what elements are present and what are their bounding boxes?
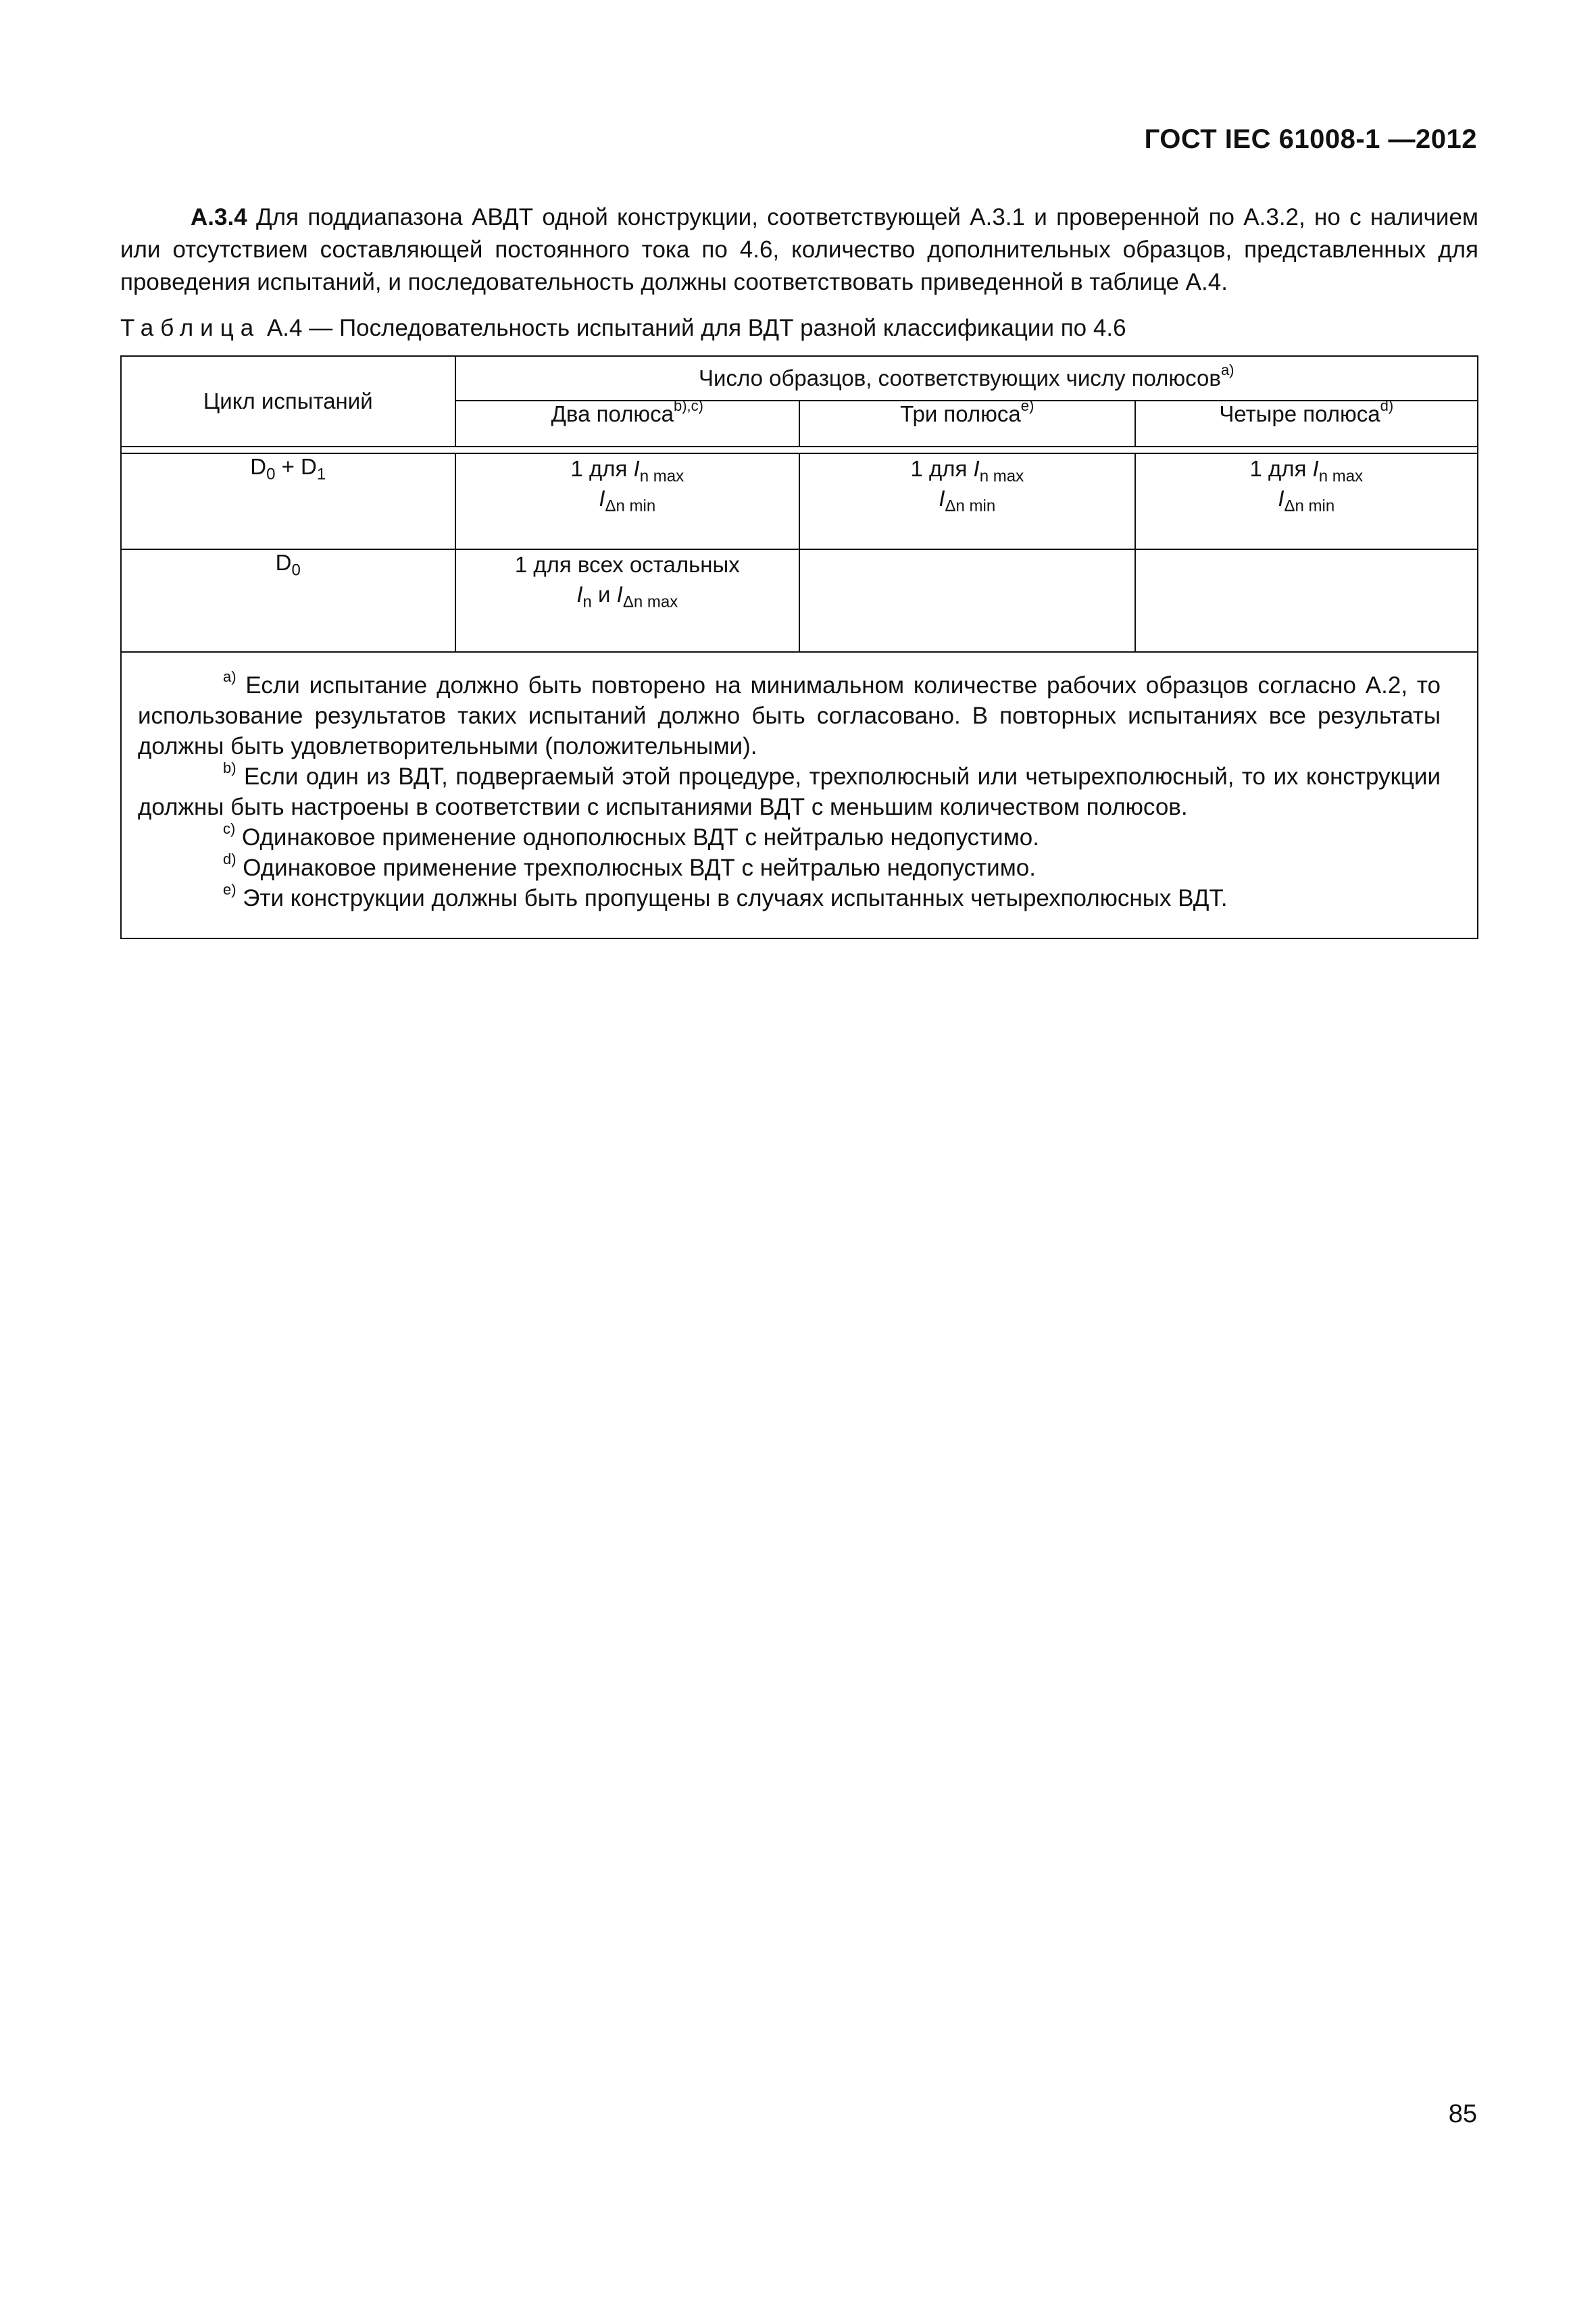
four-poles-cell: [1135, 549, 1478, 652]
cycle-cell: $D_0$: [121, 549, 455, 652]
header-four-poles: Четыре полюса$^{d)}$: [1135, 401, 1478, 447]
note-d: $^{d)}$ Одинаковое применение трехполюсных ВДТ с нейтралью недопустимо.: [223, 851, 1036, 881]
header-three-poles: Три полюса$^{e)}$: [799, 401, 1134, 447]
three-poles-cell: [799, 549, 1134, 652]
header-separator: [121, 447, 1478, 453]
cycle-cell: $D_0 + D_1$: [121, 453, 455, 549]
table-caption-text: А.4 — Последовательность испытаний для ВДТ разной классификации по 4.6: [260, 315, 1126, 341]
page-number: 85: [1448, 2100, 1477, 2128]
four-poles-cell: 1 для $I_{n max}$ $I_{\Delta n min}$: [1135, 453, 1478, 549]
two-poles-cell: 1 для всех остальных $I_n$ и $I_{\Delta n max}$: [455, 549, 800, 652]
section-paragraph: [120, 201, 1478, 299]
note-c: $^{c)}$ Одинаковое применение однополюсных ВДТ с нейтралью недопустимо.: [223, 820, 1039, 851]
note-e: $^{e)}$ Эти конструкции должны быть пропущены в случаях испытанных четырехполюсных ВДТ.: [223, 881, 1228, 911]
test-sequence-table: [120, 355, 1478, 939]
note-b: $^{b)}$ Если один из ВДТ, подвергаемый этой процедуре, трехполюсный или четырехполюсный, то их конструкции должны быть настроены в соответствии с испытаниями ВДТ с меньшим количеством полюсов.: [138, 759, 1441, 820]
three-poles-cell: 1 для $I_{n max}$ $I_{\Delta n min}$: [799, 453, 1134, 549]
two-poles-cell: 1 для $I_{n max}$ $I_{\Delta n min}$: [455, 453, 800, 549]
table-caption: [120, 315, 1126, 342]
header-cycle: Цикл испытаний: [121, 356, 455, 447]
header-two-poles: Два полюса$^{b),c)}$: [455, 401, 800, 447]
paragraph-text: Для поддиапазона АВДТ одной конструкции, соответствующей А.3.1 и проверенной по А.3.2, но с наличием или отсутствием составляющей постоянного тока по 4.6, количество дополнительных образцов, представленных для проведения испытаний, и последовательность должны соответствовать приведенной в таблице А.4.: [120, 204, 1478, 295]
table-caption-word: Таблица: [120, 315, 261, 341]
table-row: [121, 549, 1478, 652]
note-a: $^{a)}$ Если испытание должно быть повторено на минимальном количестве рабочих образцов согласно А.2, то использование результатов таких испытаний должно быть согласовано. В повторных испытаниях все результаты должны быть удовлетворительными (положительными).: [138, 668, 1441, 759]
document-header: ГОСТ IEC 61008-1 —2012: [1144, 124, 1477, 154]
header-samples-group: Число образцов, соответствующих числу полюсов$^{a)}$: [455, 356, 1478, 401]
table-notes: [121, 652, 1478, 938]
section-number: А.3.4: [191, 204, 247, 230]
table-row: [121, 453, 1478, 549]
